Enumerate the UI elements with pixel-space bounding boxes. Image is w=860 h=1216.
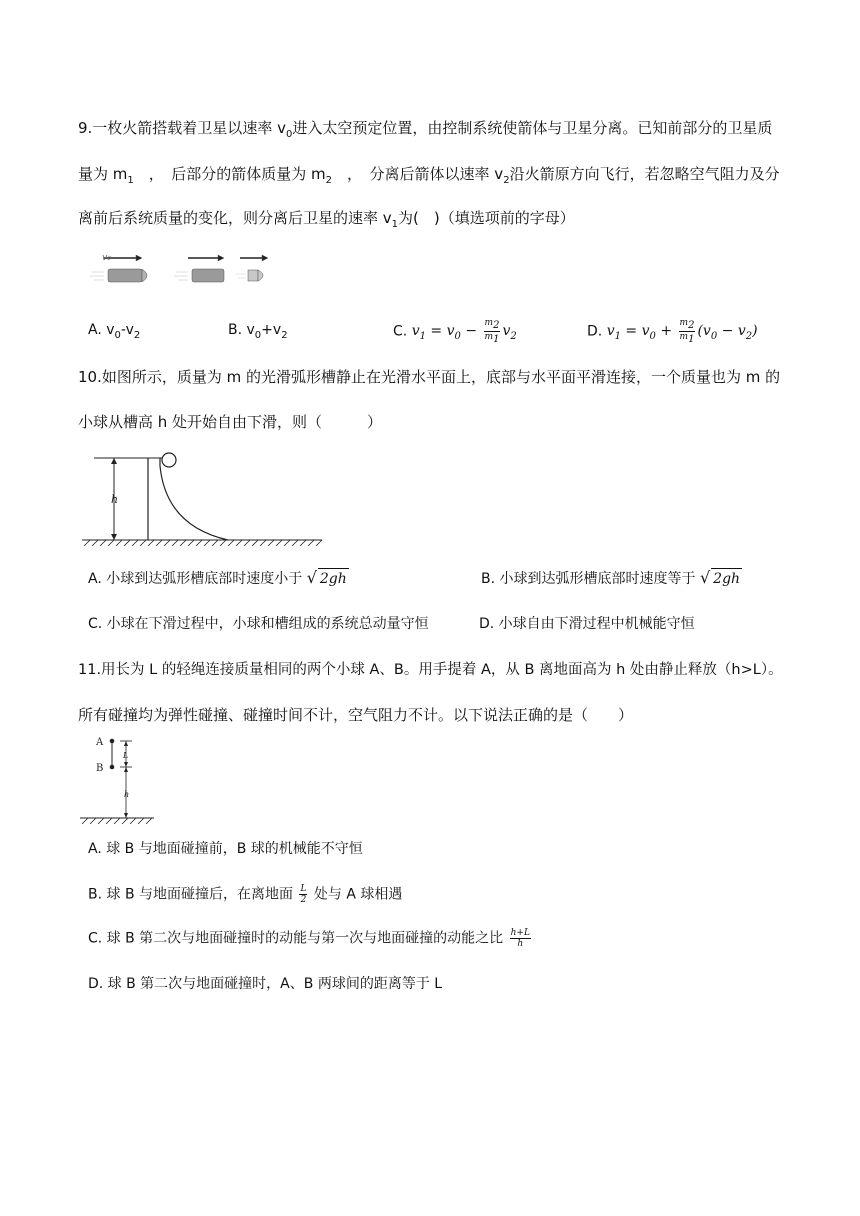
q10-line2: 小球从槽高 h 处开始自由下滑，则（ ）	[78, 413, 383, 431]
q11-option-a: A. 球 B 与地面碰撞前，B 球的机械能不守恒	[88, 841, 363, 857]
q10-fig-h-label: h	[111, 493, 119, 506]
q9-option-d: D. $v_1 = v_0$ + $\frac{m_2}{m_1}$ $(v_0 - v_2)$	[587, 318, 758, 345]
q11-option-c-fraction: $\frac{h+L}{h}$	[510, 928, 530, 949]
q10-option-b: B. 小球到达弧形槽底部时速度等于 √ 2gh	[481, 568, 741, 587]
q10-option-a-sqrt: 2gh	[318, 568, 349, 589]
q9-option-d-formula: $v_1 = v_0$ + $\frac{m_2}{m_1}$ $(v_0 - v_2)$	[606, 318, 758, 345]
q9-option-b: B. $v_0+v_2$	[228, 322, 288, 341]
q10-line1: 10.如图所示，质量为 m 的光滑弧形槽静止在光滑水平面上，底部与水平面平滑连接，一个质量也为 m 的	[78, 368, 781, 386]
q11-fig-l-label: L	[123, 751, 129, 760]
q9-line2: 量为 $m_1$ ， 后部分的箭体质量为 $m_2$ ， 分离后箭体以速率 $v_2$沿火箭原方向飞行，若忽略空气阻力及分	[78, 165, 780, 186]
q9-line3: 离前后系统质量的变化，则分离后卫星的速率 $v_1$为( )（填选项前的字母）	[78, 209, 575, 230]
q10-option-b-sqrt: 2gh	[711, 568, 742, 589]
rocket-figure	[88, 248, 278, 290]
q11-option-b: B. 球 B 与地面碰撞后，在离地面 $\frac{L}{2}$ 处与 A 球相遇	[88, 884, 403, 905]
q10-option-a: A. 小球到达弧形槽底部时速度小于 √ 2gh	[88, 568, 347, 587]
svg-text:v₀: v₀	[102, 253, 111, 263]
q11-option-b-fraction: $\frac{L}{2}$	[300, 884, 307, 905]
q10-option-d: D. 小球自由下滑过程中机械能守恒	[479, 616, 695, 632]
two-balls-figure	[80, 734, 160, 826]
q11-line2: 所有碰撞均为弹性碰撞、碰撞时间不计，空气阻力不计。以下说法正确的是（ ）	[78, 706, 634, 724]
arc-trough-figure	[80, 448, 325, 548]
q11-line1: 11.用长为 L 的轻绳连接质量相同的两个小球 A、B。用手提着 A，从 B 离地面高为 h 处由静止释放（h>L）。	[78, 662, 783, 678]
q11-option-d: D. 球 B 第二次与地面碰撞时，A、B 两球间的距离等于 L	[88, 976, 443, 992]
q11-fig-h-label: h	[124, 790, 130, 799]
q9-line1: 9.一枚火箭搭载着卫星以速率 $v_0$进入太空预定位置，由控制系统使箭体与卫星分离。已知前部分的卫星质	[78, 119, 773, 140]
q9-option-a: A. $v_0-v_2$	[88, 322, 141, 341]
q9-option-c: C. $v_1 = v_0$ − $\frac{m_2}{m_1}$ $v_2$	[393, 318, 517, 345]
q11-fig-b-label: B	[96, 763, 104, 774]
q10-option-c: C. 小球在下滑过程中，小球和槽组成的系统总动量守恒	[88, 616, 429, 632]
q9-option-c-formula: $v_1 = v_0$ − $\frac{m_2}{m_1}$ $v_2$	[411, 318, 517, 345]
q11-option-c: C. 球 B 第二次与地面碰撞时的动能与第一次与地面碰撞的动能之比 $\frac{h+L}{h}$	[88, 928, 530, 949]
q11-fig-a-label: A	[96, 737, 104, 748]
